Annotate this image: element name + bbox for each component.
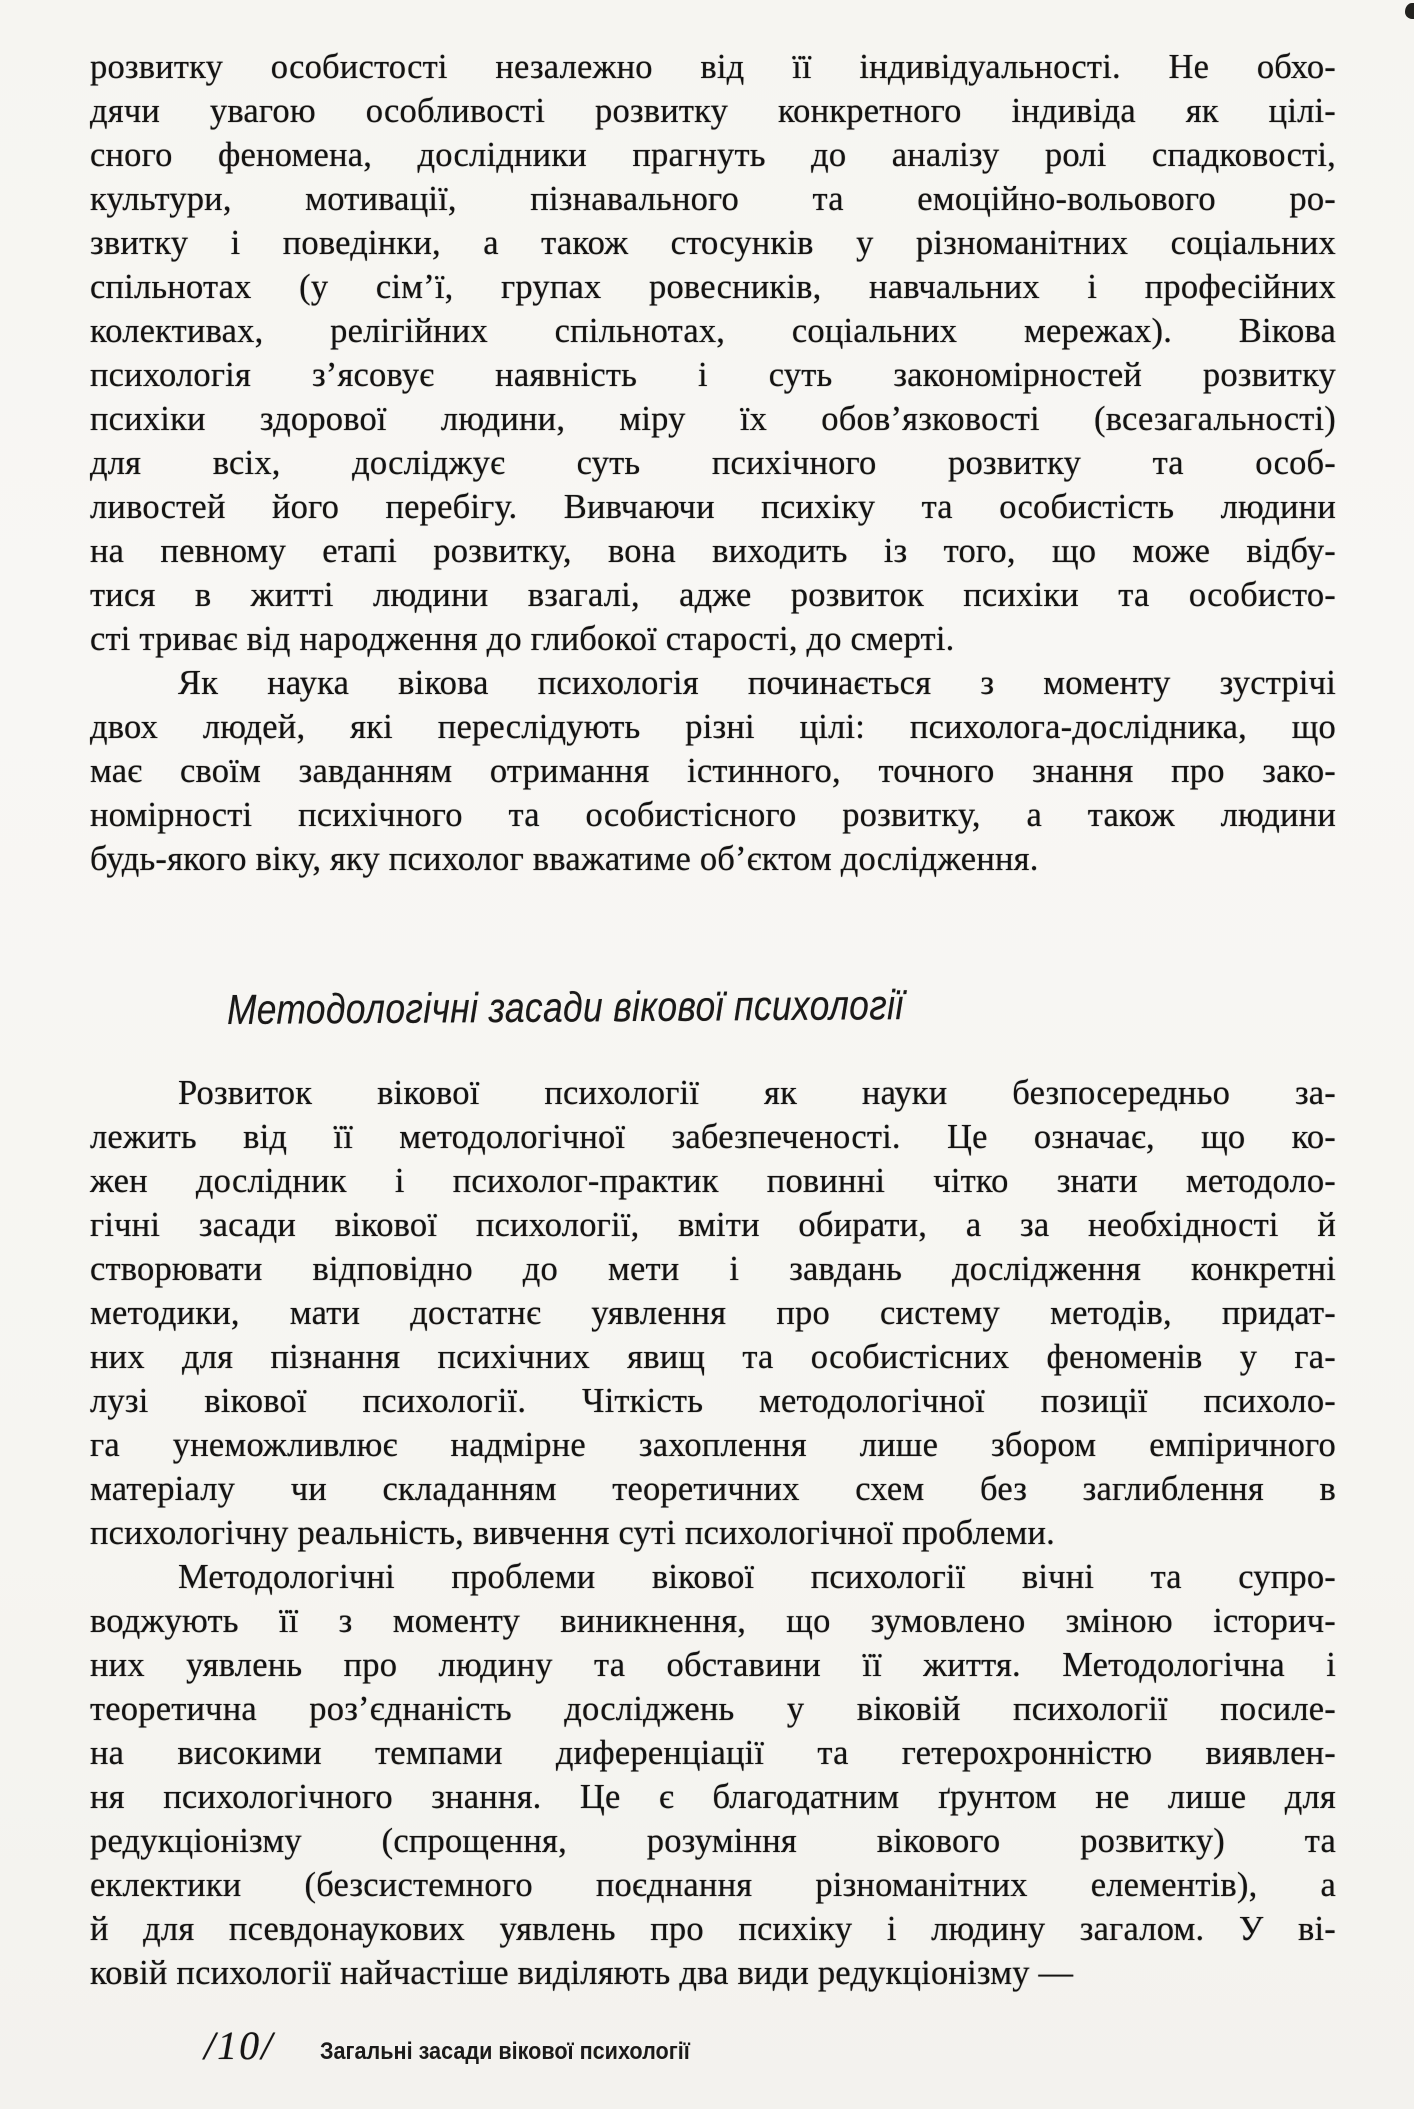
paragraph [90, 45, 1336, 661]
text-line: методики, мати достатнє уявлення про систему методів, придат- [90, 1294, 1336, 1332]
page-footer [204, 2022, 731, 2069]
text-line: створювати відповідно до мети і завдань дослідження конкретні [90, 1250, 1336, 1288]
text-line: воджують її з моменту виникнення, що зумовлено зміною історич- [90, 1602, 1336, 1640]
text-line: двох людей, які переслідують різні цілі: психолога-дослідника, що [90, 708, 1336, 746]
text-line: еклектики (безсистемного поєднання різноманітних елементів), а [90, 1866, 1336, 1904]
text-line: них для пізнання психічних явищ та особистісних феноменів у га- [90, 1338, 1336, 1376]
text-line: колективах, релігійних спільнотах, соціальних мережах). Вікова [90, 312, 1336, 350]
text-line: психологія з’ясовує наявність і суть закономірностей розвитку [90, 356, 1336, 394]
footer-section-title: Загальні засади вікової психології [320, 2038, 691, 2065]
scan-artifact [1405, 3, 1414, 19]
text-line: культури, мотивації, пізнавального та емоційно-вольового ро- [90, 180, 1336, 218]
text-line: психологічну реальність, вивчення суті психологічної проблеми. [90, 1514, 1055, 1552]
text-line: ливостей його перебігу. Вивчаючи психіку та особистість людини [90, 488, 1336, 526]
text-line: них уявлень про людину та обставини її життя. Методологічна і [90, 1646, 1336, 1684]
section-heading: Методологічні засади вікової психології [226, 981, 904, 1033]
text-line: лежить від її методологічної забезпеченості. Це означає, що ко- [90, 1118, 1336, 1156]
text-line: матеріалу чи складанням теоретичних схем без заглиблення в [90, 1470, 1336, 1508]
text-line: гічні засади вікової психології, вміти обирати, а за необхідності й [90, 1206, 1336, 1244]
paragraph [90, 661, 1336, 881]
text-line: Розвиток вікової психології як науки безпосередньо за- [178, 1074, 1336, 1112]
text-line: й для псевдонаукових уявлень про психіку і людину загалом. У ві- [90, 1910, 1336, 1948]
text-line: тися в житті людини взагалі, адже розвиток психіки та особисто- [90, 576, 1336, 614]
text-line: звитку і поведінки, а також стосунків у різноманітних соціальних [90, 224, 1336, 262]
text-line: Методологічні проблеми вікової психології вічні та супро- [178, 1558, 1336, 1596]
page-text-column [90, 45, 1336, 1995]
text-line: на певному етапі розвитку, вона виходить із того, що може відбу- [90, 532, 1336, 570]
text-line: жен дослідник і психолог-практик повинні чітко знати методоло- [90, 1162, 1336, 1200]
paragraph [90, 1071, 1336, 1555]
text-line: розвитку особистості незалежно від її індивідуальності. Не обхо- [90, 48, 1336, 86]
text-line: га унеможливлює надмірне захоплення лише збором емпіричного [90, 1426, 1336, 1464]
text-line: спільнотах (у сім’ї, групах ровесників, навчальних і професійних [90, 268, 1336, 306]
text-line: ковій психології найчастіше виділяють два види редукціонізму — [90, 1954, 1074, 1992]
text-line: будь-якого віку, яку психолог вважатиме об’єктом дослідження. [90, 840, 1039, 878]
text-line: редукціонізму (спрощення, розуміння вікового розвитку) та [90, 1822, 1336, 1860]
page-number: /10/ [204, 2023, 275, 2068]
text-line: має своїм завданням отримання істинного, точного знання про зако- [90, 752, 1336, 790]
text-line: психіки здорової людини, міру їх обов’язковості (всезагальності) [90, 400, 1336, 438]
text-line: теоретична роз’єднаність досліджень у віковій психології посиле- [90, 1690, 1336, 1728]
paragraph [90, 1555, 1336, 1995]
text-line: ня психологічного знання. Це є благодатним ґрунтом не лише для [90, 1778, 1336, 1816]
text-line: лузі вікової психології. Чіткість методологічної позиції психоло- [90, 1382, 1336, 1420]
text-line: дячи увагою особливості розвитку конкретного індивіда як цілі- [90, 92, 1336, 130]
text-line: сного феномена, дослідники прагнуть до аналізу ролі спадковості, [90, 136, 1336, 174]
text-line: сті триває від народження до глибокої старості, до смерті. [90, 620, 955, 658]
text-line: номірності психічного та особистісного розвитку, а також людини [90, 796, 1336, 834]
text-line: для всіх, досліджує суть психічного розвитку та особ- [90, 444, 1336, 482]
text-line: Як наука вікова психологія починається з моменту зустрічі [178, 664, 1336, 702]
text-line: на високими темпами диференціації та гетерохронністю виявлен- [90, 1734, 1336, 1772]
